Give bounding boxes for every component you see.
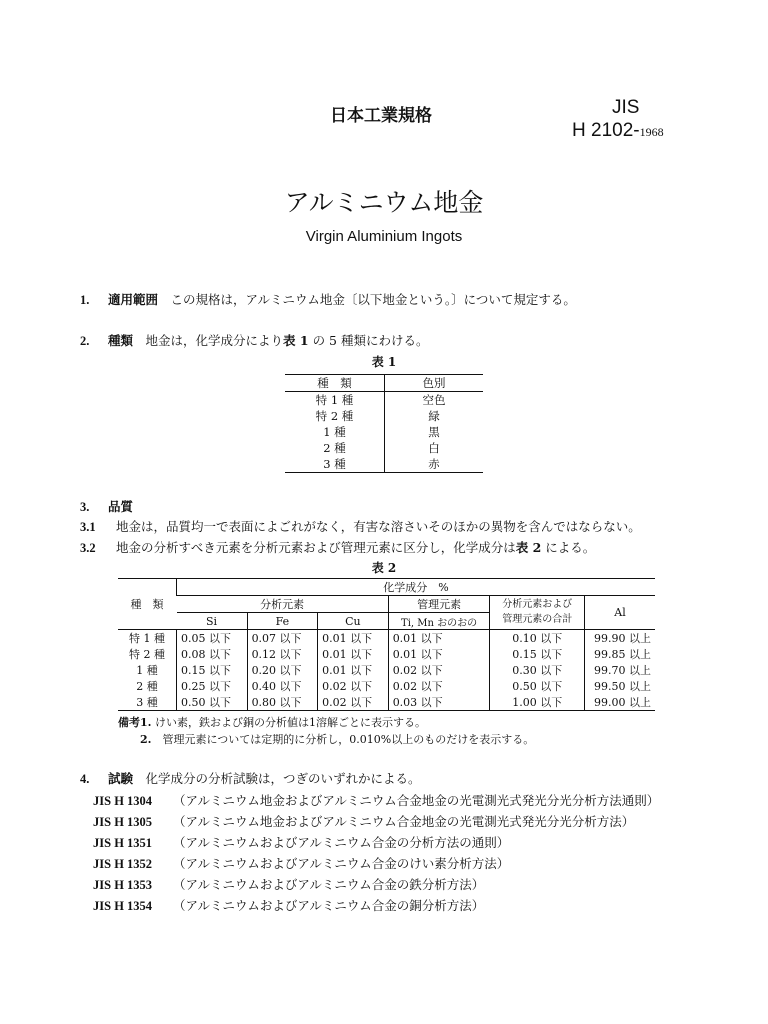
reference-code: JIS H 1304 [93,794,153,808]
table-header-row [118,579,655,596]
table-cell: 0.15 以下 [490,646,585,662]
table-cell: 1.00 以下 [490,694,585,711]
table-cell: 0.12 以下 [247,646,318,662]
column-group-header: 化学成分 % [177,579,656,596]
table-cell: 黒 [428,425,440,439]
section-heading: 適用範囲 [108,292,159,307]
clause-text: 地金の分析すべき元素を分析元素および管理元素に区分し，化学成分は [116,540,516,555]
page-title: アルミニウム地金 [284,188,484,217]
column-header: Fe [247,613,318,630]
table-cell: 99.50 以上 [585,678,656,694]
column-header: Ti, Mn おのおの [388,613,490,630]
table-header-row [285,375,483,392]
table-cell: 特 1 種 [285,392,385,409]
section-text: 化学成分の分析試験は，つぎのいずれかによる。 [145,771,421,786]
section-heading: 種類 [108,333,134,348]
table-cell: 2 種 [136,680,158,693]
table-cell: 0.50 以下 [490,678,585,694]
table-cell: 0.10 以下 [490,630,585,647]
table-cell: 白 [428,441,440,455]
clause-text: 地金は，品質均一で表面によごれがなく，有害な溶さいそのほかの異物を含んではならない。 [116,519,641,534]
note-number: 2. [140,733,152,746]
section-number: 1. [80,293,90,307]
note-text: けい素，鉄および銅の分析値は1溶解ごとに表示する。 [154,716,426,729]
table-cell: 特 2 種 [129,648,165,661]
reference-title: （アルミニウムおよびアルミニウム合金の銅分析方法） [173,898,485,913]
table-cell: 99.70 以上 [585,662,656,678]
reference-title: （アルミニウムおよびアルミニウム合金の分析方法の通則） [173,835,510,850]
table-row [285,392,483,409]
table-row [118,678,655,694]
section-number: 3. [80,500,90,514]
table-header-row [118,596,655,613]
standard-category: 日本工業規格 [330,106,432,126]
note-number: 1. [140,716,152,729]
section-number: 2. [80,334,90,348]
standard-year: 1968 [639,125,664,139]
table-1 [285,374,483,473]
column-header: 種 類 [118,579,177,630]
table-cell: 0.03 以下 [388,694,490,711]
table-cell: 99.90 以上 [585,630,656,647]
table-cell: 0.40 以下 [247,678,318,694]
table-row [285,440,483,456]
reference-code: JIS H 1351 [93,836,153,850]
reference-item [93,812,634,830]
section-4 [80,769,421,787]
table-cell: 0.02 以下 [388,662,490,678]
table-cell: 0.80 以下 [247,694,318,711]
table-cell: 特 1 種 [129,632,165,645]
table-2 [118,578,655,711]
table-row [285,408,483,424]
section-text: 地金は，化学成分により [145,333,284,348]
table-row [285,456,483,473]
table-cell: 0.50 以下 [177,694,248,711]
table-2-caption: 表 2 [371,561,397,575]
reference-title: （アルミニウムおよびアルミニウム合金のけい素分析方法） [173,856,510,871]
standard-number [572,120,664,142]
table-row [118,694,655,711]
clause-number: 3.1 [80,520,96,534]
section-heading: 品質 [108,499,134,514]
reference-code: JIS H 1353 [93,878,153,892]
table-cell: 0.02 以下 [388,678,490,694]
reference-title: （アルミニウムおよびアルミニウム合金の鉄分析方法） [173,877,485,892]
note-text: 管理元素については定期的に分析し，0.010%以上のものだけを表示する。 [162,733,535,746]
table-cell: 0.30 以下 [490,662,585,678]
standard-code: H 2102- [572,120,640,141]
table-row [285,424,483,440]
header-line: 分析元素および [502,599,573,610]
jis-label: JIS [612,97,640,118]
clause-number: 3.2 [80,541,96,555]
table-ref: 表 2 [515,540,542,555]
column-header: 種 類 [285,375,385,392]
section-heading: 試験 [108,771,134,786]
reference-item [93,791,659,809]
reference-item [93,854,509,872]
note-label: 備考 [118,716,140,729]
table-note-1 [118,714,426,730]
table-cell: 0.01 以下 [318,646,389,662]
table-cell: 空色 [422,393,446,407]
table-cell: 0.08 以下 [177,646,248,662]
section-text: の 5 種類にわける。 [308,333,429,348]
clause-text: による。 [541,540,596,555]
clause-3-2 [80,538,595,556]
table-cell: 3 種 [118,694,177,711]
table-cell: 0.20 以下 [247,662,318,678]
table-row [118,630,655,647]
table-cell: 0.25 以下 [177,678,248,694]
table-cell: 赤 [385,456,484,473]
table-cell: 0.01 以下 [318,630,389,647]
table-row [118,662,655,678]
column-header: Cu [318,613,389,630]
table-cell: 2 種 [285,440,385,456]
clause-3-1 [80,517,641,535]
header-line: 管理元素の合計 [502,613,573,625]
table-cell: 0.01 以下 [318,662,389,678]
reference-code: JIS H 1352 [93,857,153,871]
reference-item [93,896,484,914]
table-cell: 99.85 以上 [585,646,656,662]
section-2 [80,331,428,349]
table-1-caption: 表 1 [371,355,397,369]
table-cell: 0.15 以下 [177,662,248,678]
table-cell: 0.01 以下 [388,630,490,647]
reference-code: JIS H 1354 [93,899,153,913]
table-ref: 表 1 [283,333,309,348]
table-cell: 0.07 以下 [247,630,318,647]
reference-item [93,833,509,851]
table-cell: 0.01 以下 [388,646,490,662]
table-cell: 3 種 [285,456,385,473]
table-cell: 1 種 [136,664,158,677]
section-text: この規格は，アルミニウム地金〔以下地金という。〕について規定する。 [170,292,576,307]
page-subtitle: Virgin Aluminium Ingots [305,228,463,245]
column-header: Al [585,596,656,630]
section-3 [80,497,133,515]
reference-title: （アルミニウム地金およびアルミニウム合金地金の光電測光式発光分光分析方法） [173,814,635,829]
table-note-2 [140,731,534,747]
table-row [118,646,655,662]
reference-item [93,875,484,893]
column-header: 色別 [385,375,484,392]
table-cell: 0.05 以下 [177,630,248,647]
column-header: Si [177,613,248,630]
column-group-header: 管理元素 [388,596,490,613]
table-cell: 0.02 以下 [318,678,389,694]
reference-title: （アルミニウム地金およびアルミニウム合金地金の光電測光式発光分光分析方法通則） [173,793,660,808]
table-cell: 特 2 種 [285,408,385,424]
section-1 [80,290,576,308]
table-cell: 1 種 [285,424,385,440]
column-group-header: 分析元素 [177,596,389,613]
reference-code: JIS H 1305 [93,815,153,829]
table-cell: 0.02 以下 [318,694,389,711]
section-number: 4. [80,772,90,786]
column-header [490,596,585,630]
table-cell: 99.00 以上 [585,694,656,711]
table-cell: 緑 [428,409,440,423]
